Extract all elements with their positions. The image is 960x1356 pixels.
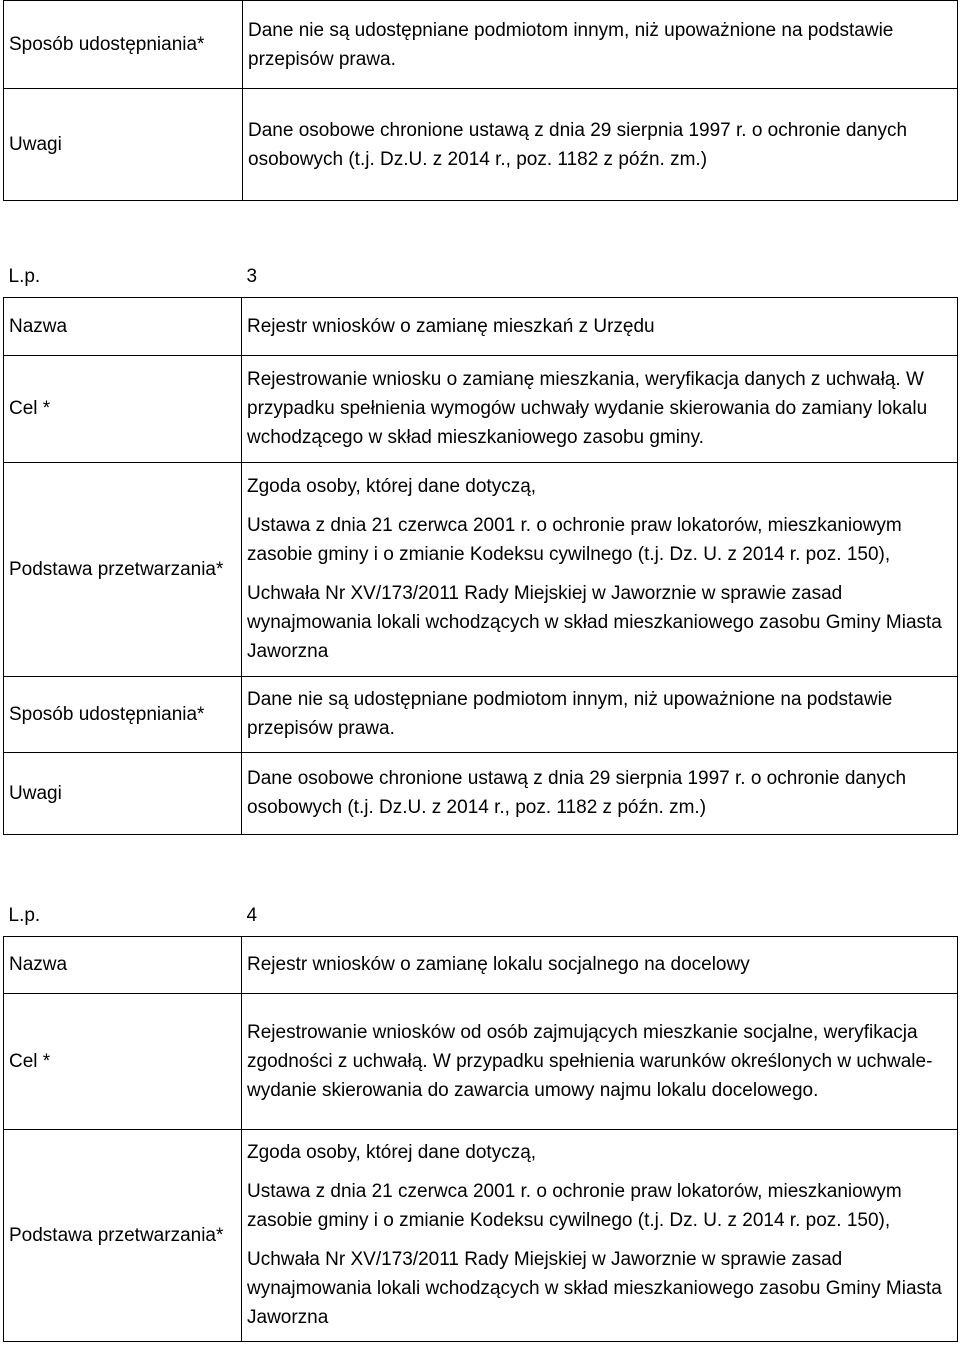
label-lp: L.p. [8, 905, 41, 927]
value-podstawa-przetwarzania [242, 1129, 958, 1341]
row-podstawa-przetwarzania [4, 1129, 958, 1341]
row-sposob-udostepniania [4, 1, 958, 89]
row-lp [4, 896, 958, 936]
register-table-3 [3, 257, 958, 835]
value-podstawa-przetwarzania [242, 462, 958, 676]
value-lp: 3 [246, 266, 258, 288]
podstawa-item: Ustawa z dnia 21 czerwca 2001 r. o ochronie praw lokatorów, mieszkaniowym zasobie gminy i o zmianie Kodeksu cywilnego (t.j. Dz. U. z 2014 r. poz. 150), [247, 1181, 902, 1231]
register-table-previous [3, 0, 958, 201]
value-uwagi: Dane osobowe chronione ustawą z dnia 29 sierpnia 1997 r. o ochronie danych osobowych (t.j. Dz.U. z 2014 r., poz. 1182 z późn. zm.) [243, 89, 958, 201]
row-lp [4, 257, 958, 297]
label-podstawa-przetwarzania: Podstawa przetwarzania* [4, 1129, 242, 1341]
label-cel: Cel * [4, 993, 242, 1129]
row-nazwa [4, 936, 958, 993]
register-table-4 [3, 896, 958, 1342]
podstawa-item: Zgoda osoby, której dane dotyczą, [247, 476, 537, 497]
row-podstawa-przetwarzania [4, 462, 958, 676]
podstawa-item: Zgoda osoby, której dane dotyczą, [247, 1142, 537, 1163]
value-cel: Rejestrowanie wniosków od osób zajmujących mieszkanie socjalne, weryfikacja zgodności z uchwałą. W przypadku spełnienia warunków określonych w uchwale- wydanie skierowania do zawarcia umowy najmu lokalu docelowego. [242, 993, 958, 1129]
label-cel: Cel * [4, 355, 242, 462]
label-uwagi: Uwagi [4, 89, 243, 201]
value-lp: 4 [246, 905, 258, 927]
row-uwagi [4, 752, 958, 834]
value-uwagi: Dane osobowe chronione ustawą z dnia 29 sierpnia 1997 r. o ochronie danych osobowych (t.j. Dz.U. z 2014 r., poz. 1182 z późn. zm.) [242, 752, 958, 834]
label-sposob-udostepniania: Sposób udostępniania* [4, 676, 242, 752]
value-sposob-udostepniania: Dane nie są udostępniane podmiotom innym, niż upoważnione na podstawie przepisów prawa. [242, 676, 958, 752]
row-cel [4, 355, 958, 462]
value-sposob-udostepniania: Dane nie są udostępniane podmiotom innym, niż upoważnione na podstawie przepisów prawa. [243, 1, 958, 89]
label-nazwa: Nazwa [4, 936, 242, 993]
label-lp: L.p. [8, 266, 41, 288]
label-uwagi: Uwagi [4, 752, 242, 834]
value-cel: Rejestrowanie wniosku o zamianę mieszkania, weryfikacja danych z uchwałą. W przypadku spełnienia wymogów uchwały wydanie skierowania do zamiany lokalu wchodzącego w skład mieszkaniowego zasobu gminy. [242, 355, 958, 462]
row-nazwa [4, 297, 958, 355]
podstawa-item: Ustawa z dnia 21 czerwca 2001 r. o ochronie praw lokatorów, mieszkaniowym zasobie gminy i o zmianie Kodeksu cywilnego (t.j. Dz. U. z 2014 r. poz. 150), [247, 515, 902, 565]
label-sposob-udostepniania: Sposób udostępniania* [4, 1, 243, 89]
value-nazwa: Rejestr wniosków o zamianę lokalu socjalnego na docelowy [242, 936, 958, 993]
podstawa-item: Uchwała Nr XV/173/2011 Rady Miejskiej w Jaworznie w sprawie zasad wynajmowania lokali wchodzących w skład mieszkaniowego zasobu Gminy Miasta Jaworzna [247, 583, 942, 662]
value-nazwa: Rejestr wniosków o zamianę mieszkań z Urzędu [242, 297, 958, 355]
row-uwagi [4, 89, 958, 201]
label-podstawa-przetwarzania: Podstawa przetwarzania* [4, 462, 242, 676]
row-cel [4, 993, 958, 1129]
label-nazwa: Nazwa [4, 297, 242, 355]
podstawa-item: Uchwała Nr XV/173/2011 Rady Miejskiej w Jaworznie w sprawie zasad wynajmowania lokali wchodzących w skład mieszkaniowego zasobu Gminy Miasta Jaworzna [247, 1249, 942, 1328]
row-sposob-udostepniania [4, 676, 958, 752]
